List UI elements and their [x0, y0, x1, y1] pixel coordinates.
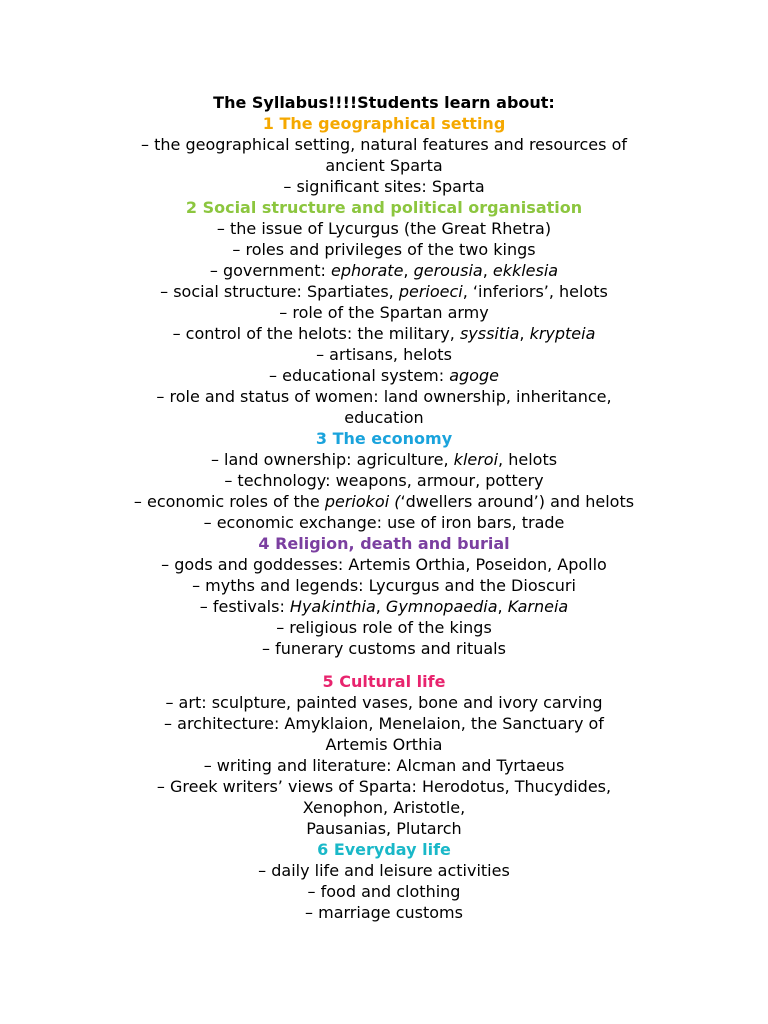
line-text: – Greek writers’ views of Sparta: Herodotus, Thucydides, — [156, 777, 612, 796]
syllabus-line — [0, 881, 768, 902]
syllabus-title: The Syllabus!!!!Students learn about: — [213, 93, 555, 112]
line-text: – writing and literature: Alcman and Tyrtaeus — [203, 756, 565, 775]
italic-term: gerousia — [413, 261, 483, 280]
syllabus-line — [0, 302, 768, 323]
line-text: Xenophon, Aristotle, — [302, 798, 466, 817]
line-text: – control of the helots: the military, — [172, 324, 460, 343]
syllabus-section — [0, 113, 768, 197]
syllabus-line — [0, 239, 768, 260]
syllabus-line — [0, 575, 768, 596]
line-text: – the issue of Lycurgus (the Great Rhetra) — [216, 219, 552, 238]
syllabus-line — [0, 176, 768, 197]
syllabus-line — [0, 470, 768, 491]
line-text: – festivals: — [199, 597, 290, 616]
syllabus-line — [0, 155, 768, 176]
syllabus-line — [0, 776, 768, 797]
line-text: – marriage customs — [305, 903, 463, 922]
line-text: , helots — [498, 450, 558, 469]
italic-term: agoge — [449, 366, 499, 385]
syllabus-line — [0, 449, 768, 470]
line-text: – gods and goddesses: Artemis Orthia, Poseidon, Apollo — [161, 555, 607, 574]
line-text: – social structure: Spartiates, — [160, 282, 399, 301]
section-heading: 3 The economy — [315, 429, 453, 448]
line-text: , — [375, 597, 386, 616]
italic-term: Hyakinthia — [289, 597, 376, 616]
line-text: – daily life and leisure activities — [258, 861, 510, 880]
line-text: – roles and privileges of the two kings — [232, 240, 536, 259]
italic-term: periokoi ( — [324, 492, 401, 511]
line-text: – food and clothing — [307, 882, 461, 901]
syllabus-line — [0, 512, 768, 533]
syllabus-line — [0, 617, 768, 638]
syllabus-line — [0, 386, 768, 407]
section-heading: 5 Cultural life — [322, 672, 446, 691]
section-heading: 4 Religion, death and burial — [258, 534, 510, 553]
syllabus-section — [0, 839, 768, 923]
syllabus-line — [0, 344, 768, 365]
syllabus-line — [0, 260, 768, 281]
section-gap — [0, 659, 768, 671]
section-heading: 2 Social structure and political organisation — [185, 198, 583, 217]
line-text: – economic exchange: use of iron bars, trade — [203, 513, 565, 532]
line-text: , — [403, 261, 414, 280]
syllabus-section — [0, 197, 768, 428]
syllabus-line — [0, 797, 768, 818]
italic-term: syssitia — [459, 324, 520, 343]
syllabus-document — [0, 92, 768, 923]
syllabus-line — [0, 860, 768, 881]
italic-term: ekklesia — [492, 261, 559, 280]
syllabus-line — [0, 902, 768, 923]
line-text: – role and status of women: land ownership, inheritance, — [156, 387, 612, 406]
line-text: – role of the Spartan army — [279, 303, 489, 322]
line-text: , ‘inferiors’, helots — [462, 282, 608, 301]
syllabus-sections — [0, 113, 768, 923]
line-text: – funerary customs and rituals — [262, 639, 506, 658]
italic-term: Gymnopaedia — [385, 597, 498, 616]
syllabus-line — [0, 596, 768, 617]
syllabus-section — [0, 659, 768, 839]
line-text: Pausanias, Plutarch — [306, 819, 462, 838]
italic-term: perioeci — [398, 282, 463, 301]
line-text: , — [519, 324, 530, 343]
line-text: ancient Sparta — [325, 156, 443, 175]
line-text: , — [497, 597, 508, 616]
line-text: – artisans, helots — [316, 345, 452, 364]
syllabus-line — [0, 365, 768, 386]
line-text: Artemis Orthia — [325, 735, 443, 754]
syllabus-line — [0, 407, 768, 428]
syllabus-line — [0, 638, 768, 659]
syllabus-line — [0, 554, 768, 575]
line-text: – educational system: — [269, 366, 450, 385]
line-text: – the geographical setting, natural features and resources of — [141, 135, 627, 154]
line-text: – government: — [209, 261, 331, 280]
line-text: – economic roles of the — [133, 492, 325, 511]
line-text: ‘dwellers around’) and helots — [400, 492, 635, 511]
syllabus-section — [0, 428, 768, 533]
syllabus-line — [0, 491, 768, 512]
line-text: , — [482, 261, 493, 280]
syllabus-line — [0, 134, 768, 155]
line-text: – technology: weapons, armour, pottery — [224, 471, 544, 490]
line-text: – significant sites: Sparta — [283, 177, 485, 196]
syllabus-line — [0, 734, 768, 755]
syllabus-line — [0, 218, 768, 239]
line-text: education — [344, 408, 424, 427]
line-text: – art: sculpture, painted vases, bone and ivory carving — [165, 693, 603, 712]
section-heading: 1 The geographical setting — [262, 114, 506, 133]
section-heading: 6 Everyday life — [317, 840, 451, 859]
syllabus-line — [0, 692, 768, 713]
syllabus-section — [0, 533, 768, 659]
line-text: – land ownership: agriculture, — [210, 450, 454, 469]
syllabus-line — [0, 323, 768, 344]
italic-term: Karneia — [507, 597, 569, 616]
syllabus-line — [0, 755, 768, 776]
syllabus-line — [0, 818, 768, 839]
syllabus-line — [0, 281, 768, 302]
italic-term: ephorate — [330, 261, 404, 280]
italic-term: kleroi — [453, 450, 499, 469]
italic-term: krypteia — [529, 324, 596, 343]
syllabus-line — [0, 713, 768, 734]
line-text: – architecture: Amyklaion, Menelaion, the Sanctuary of — [164, 714, 604, 733]
line-text: – myths and legends: Lycurgus and the Dioscuri — [192, 576, 576, 595]
line-text: – religious role of the kings — [276, 618, 492, 637]
